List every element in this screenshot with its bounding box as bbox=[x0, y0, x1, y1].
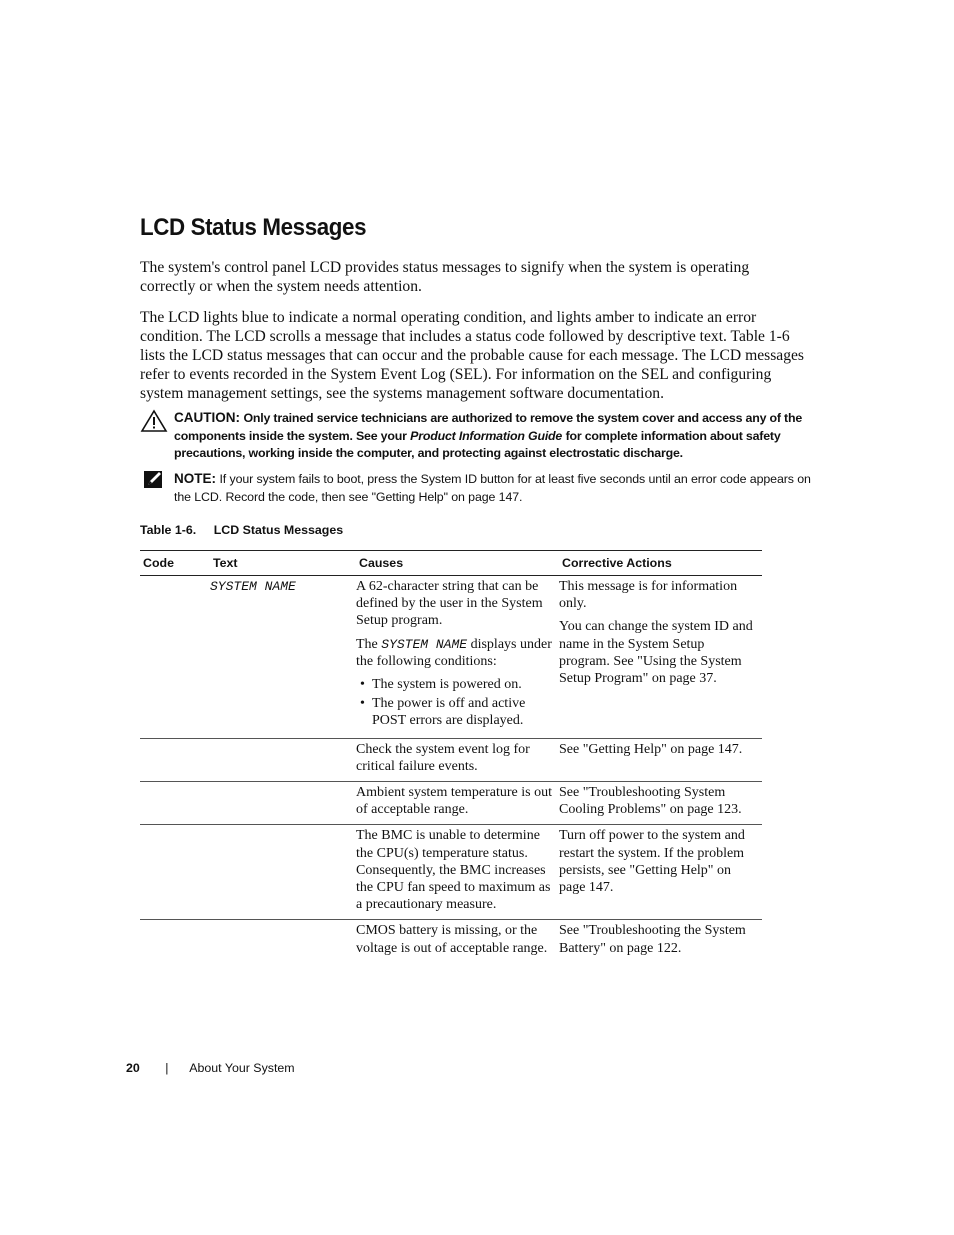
intro-paragraph: The system's control panel LCD provides status messages to signify when the system is operating correctly or when the system needs attention. bbox=[140, 259, 750, 295]
cell-text bbox=[210, 920, 356, 963]
header-causes: Causes bbox=[356, 551, 559, 576]
cell-code bbox=[140, 576, 210, 739]
caution-label: CAUTION: bbox=[174, 410, 240, 425]
table-row bbox=[140, 825, 762, 920]
cause-code-text: SYSTEM NAME bbox=[381, 636, 468, 652]
table-header-row bbox=[140, 551, 762, 576]
cause-prefix: The bbox=[356, 636, 378, 652]
cause-paragraph: A 62-character string that can be defined by the user in the System Setup program. bbox=[356, 579, 543, 629]
conditions-list bbox=[356, 676, 553, 730]
cell-causes bbox=[356, 576, 559, 739]
section-title: About Your System bbox=[189, 1061, 295, 1075]
note-notice bbox=[140, 470, 816, 506]
cell-text bbox=[210, 576, 356, 739]
list-item: • The system is powered on. bbox=[372, 676, 553, 693]
caution-notice bbox=[140, 409, 816, 463]
cell-code bbox=[140, 782, 210, 825]
table-row bbox=[140, 576, 762, 739]
lcd-status-table bbox=[140, 550, 762, 963]
cell-code bbox=[140, 825, 210, 920]
cell-actions: See "Troubleshooting the System Battery" on page 122. bbox=[559, 923, 746, 956]
list-item: • The power is off and active POST errors are displayed. bbox=[372, 695, 553, 729]
header-text: Text bbox=[210, 551, 356, 576]
action-paragraph: You can change the system ID and name in the System Setup program. See "Using the System Setup Program" on page 37. bbox=[559, 619, 753, 687]
cell-causes: CMOS battery is missing, or the voltage is out of acceptable range. bbox=[356, 923, 548, 956]
table-row bbox=[140, 738, 762, 781]
cell-actions bbox=[559, 576, 762, 739]
cell-actions: See "Troubleshooting System Cooling Problems" on page 123. bbox=[559, 782, 762, 825]
table-title: LCD Status Messages bbox=[213, 523, 344, 537]
cell-causes: The BMC is unable to determine the CPU(s) temperature status. Consequently, the BMC increases the CPU fan speed to maximum as a precautionary measure. bbox=[356, 825, 559, 920]
lcd-description-paragraph: The LCD lights blue to indicate a normal operating condition, and lights amber to indicate an error condition. The LCD scrolls a message that includes a status code followed by descriptive text. Table 1-6 lists the LCD status messages that can occur and the probable cause for each message. The LCD messages refer to events recorded in the System Event Log (SEL). For information on the SEL and configuring system management settings, see the systems management software documentation. bbox=[140, 309, 804, 402]
caution-text-continued: for complete information about safety precautions, working inside the computer, and protecting against electrostatic discharge. bbox=[174, 428, 781, 460]
cell-causes: Check the system event log for critical failure events. bbox=[356, 738, 559, 781]
cause-suffix: displays under the following conditions: bbox=[356, 636, 552, 669]
page-number: 20 bbox=[126, 1061, 140, 1075]
cause-paragraph bbox=[356, 636, 553, 670]
message-text: SYSTEM NAME bbox=[210, 579, 296, 594]
warning-triangle-icon bbox=[140, 409, 168, 439]
note-text: If your system fails to boot, press the System ID button for at least five seconds until an error code appears on the LCD. Record the code, then see "Getting Help" on page 147. bbox=[174, 472, 811, 504]
caution-text: Only trained service technicians are authorized to remove the system cover and access any of the components inside the system. See your bbox=[174, 411, 803, 443]
cell-text bbox=[210, 782, 356, 825]
page-footer bbox=[126, 1061, 295, 1075]
cell-actions: See "Getting Help" on page 147. bbox=[559, 738, 762, 781]
header-code: Code bbox=[140, 551, 210, 576]
table-row bbox=[140, 920, 762, 963]
header-corrective-actions: Corrective Actions bbox=[559, 551, 762, 576]
action-paragraph: This message is for information only. bbox=[559, 579, 738, 612]
cell-text bbox=[210, 738, 356, 781]
pencil-note-icon bbox=[140, 470, 167, 496]
footer-separator: | bbox=[165, 1061, 169, 1075]
cell-causes: Ambient system temperature is out of acceptable range. bbox=[356, 782, 559, 825]
caution-guide-title: Product Information Guide bbox=[410, 428, 563, 443]
cell-actions: Turn off power to the system and restart the system. If the problem persists, see "Getting Help" on page 147. bbox=[559, 825, 762, 920]
note-label: NOTE: bbox=[174, 471, 216, 486]
page-title: LCD Status Messages bbox=[140, 214, 367, 241]
cell-code bbox=[140, 920, 210, 963]
table-row bbox=[140, 782, 762, 825]
table-number: Table 1-6. bbox=[140, 523, 197, 537]
cell-text bbox=[210, 825, 356, 920]
cell-code bbox=[140, 738, 210, 781]
table-caption bbox=[140, 523, 343, 537]
